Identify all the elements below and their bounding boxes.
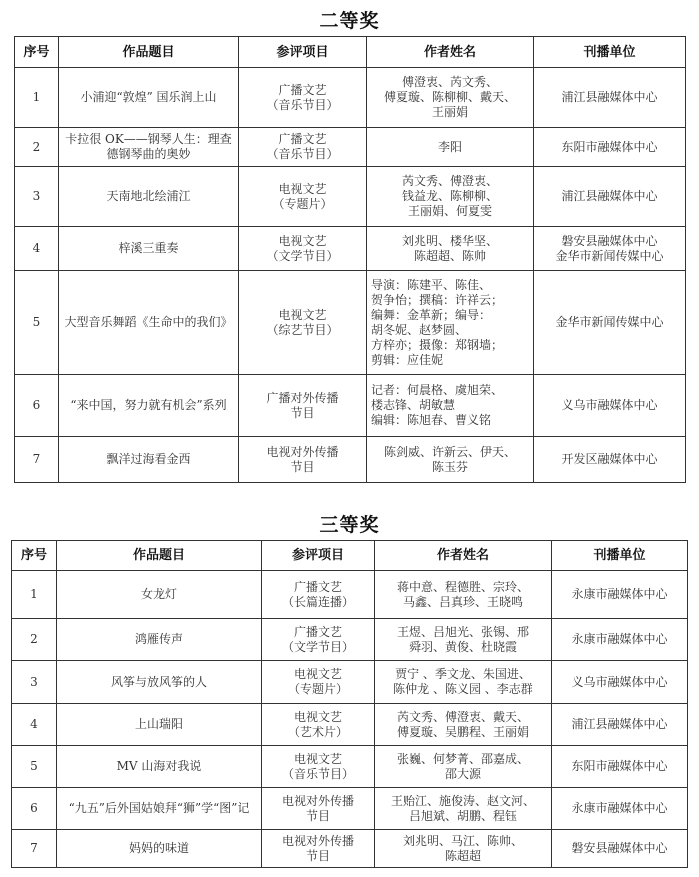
cell-unit: 开发区融媒体中心 xyxy=(534,437,686,483)
cell-unit: 浦江县融媒体中心 xyxy=(534,167,686,227)
cell-work: 天南地北绘浦江 xyxy=(59,167,239,227)
cell-no: 2 xyxy=(15,128,59,167)
col-header-authors: 作者姓名 xyxy=(375,541,552,571)
second-prize-table xyxy=(14,36,686,483)
table-header-row xyxy=(12,541,688,571)
cell-category: 广播文艺 （音乐节目） xyxy=(239,68,367,128)
cell-authors: 导演：陈建平、陈佳、 贺争怡；撰稿：许祥云； 编舞：金革新；编导： 胡冬妮、赵梦圆、 方梓亦；摄像：郑钢墙； 剪辑：应佳妮 xyxy=(367,271,534,375)
col-header-unit: 刊播单位 xyxy=(552,541,688,571)
cell-unit: 永康市融媒体中心 xyxy=(552,619,688,661)
cell-authors: 王煜、吕旭光、张锡、邢 舜羽、黄俊、杜晓霞 xyxy=(375,619,552,661)
table-row xyxy=(15,68,686,128)
cell-unit: 磐安县融媒体中心 金华市新闻传媒中心 xyxy=(534,227,686,271)
cell-authors: 刘兆明、马江、陈帅、 陈超超 xyxy=(375,830,552,868)
table-row xyxy=(15,167,686,227)
cell-no: 6 xyxy=(15,375,59,437)
cell-authors: 傅澄衷、芮文秀、 傅夏璇、陈柳柳、戴天、 王丽娟 xyxy=(367,68,534,128)
table-row xyxy=(15,128,686,167)
col-header-work: 作品题目 xyxy=(59,37,239,68)
cell-no: 1 xyxy=(15,68,59,128)
cell-authors: 芮文秀、傅澄衷、 钱益龙、陈柳柳、 王丽娟、何夏雯 xyxy=(367,167,534,227)
cell-work: 卡拉很 OK——钢琴人生：理查德钢琴曲的奥妙 xyxy=(59,128,239,167)
cell-work: MV 山海对我说 xyxy=(57,746,262,788)
col-header-category: 参评项目 xyxy=(262,541,375,571)
col-header-no: 序号 xyxy=(15,37,59,68)
cell-authors: 李阳 xyxy=(367,128,534,167)
cell-category: 广播文艺 （文学节目） xyxy=(262,619,375,661)
cell-category: 电视文艺 （专题片） xyxy=(262,661,375,704)
cell-no: 1 xyxy=(12,571,57,619)
cell-no: 4 xyxy=(12,704,57,746)
third-prize-table xyxy=(11,540,688,868)
cell-work: 鸿雁传声 xyxy=(57,619,262,661)
cell-work: 女龙灯 xyxy=(57,571,262,619)
table-row xyxy=(12,746,688,788)
cell-no: 5 xyxy=(15,271,59,375)
cell-no: 3 xyxy=(12,661,57,704)
table-row xyxy=(15,375,686,437)
cell-category: 广播对外传播 节目 xyxy=(239,375,367,437)
third-prize-title: 三等奖 xyxy=(319,514,380,536)
table-row xyxy=(12,571,688,619)
cell-no: 7 xyxy=(12,830,57,868)
cell-category: 电视文艺 （综艺节目） xyxy=(239,271,367,375)
cell-authors: 陈剑威、许新云、伊天、 陈玉芬 xyxy=(367,437,534,483)
table-row xyxy=(15,227,686,271)
cell-category: 电视对外传播 节目 xyxy=(262,830,375,868)
cell-no: 2 xyxy=(12,619,57,661)
cell-authors: 张巍、何梦菁、邵嘉成、 邵大源 xyxy=(375,746,552,788)
cell-unit: 义乌市融媒体中心 xyxy=(552,661,688,704)
cell-work: 大型音乐舞蹈《生命中的我们》 xyxy=(59,271,239,375)
cell-authors: 刘兆明、楼华坚、 陈超超、陈帅 xyxy=(367,227,534,271)
cell-work: “来中国，努力就有机会”系列 xyxy=(59,375,239,437)
cell-no: 6 xyxy=(12,788,57,830)
cell-work: 飘洋过海看金西 xyxy=(59,437,239,483)
col-header-no: 序号 xyxy=(12,541,57,571)
cell-category: 电视文艺 （艺术片） xyxy=(262,704,375,746)
cell-category: 电视文艺 （文学节目） xyxy=(239,227,367,271)
col-header-authors: 作者姓名 xyxy=(367,37,534,68)
cell-unit: 东阳市融媒体中心 xyxy=(552,746,688,788)
cell-work: 妈妈的味道 xyxy=(57,830,262,868)
cell-unit: 永康市融媒体中心 xyxy=(552,788,688,830)
cell-unit: 金华市新闻传媒中心 xyxy=(534,271,686,375)
cell-no: 5 xyxy=(12,746,57,788)
cell-unit: 义乌市融媒体中心 xyxy=(534,375,686,437)
col-header-work: 作品题目 xyxy=(57,541,262,571)
cell-authors: 芮文秀、傅澄衷、戴天、 傅夏璇、吴鹏程、王丽娟 xyxy=(375,704,552,746)
cell-category: 电视文艺 （专题片） xyxy=(239,167,367,227)
table-row xyxy=(12,619,688,661)
cell-authors: 王贻江、施俊涛、赵文河、 吕旭斌、胡鹏、程钰 xyxy=(375,788,552,830)
cell-unit: 永康市融媒体中心 xyxy=(552,571,688,619)
table-row xyxy=(12,788,688,830)
cell-category: 广播文艺 （长篇连播） xyxy=(262,571,375,619)
cell-work: 小浦迎“敦煌” 国乐润上山 xyxy=(59,68,239,128)
table-row xyxy=(15,271,686,375)
col-header-unit: 刊播单位 xyxy=(534,37,686,68)
cell-category: 电视对外传播 节目 xyxy=(262,788,375,830)
cell-unit: 浦江县融媒体中心 xyxy=(552,704,688,746)
cell-unit: 磐安县融媒体中心 xyxy=(552,830,688,868)
table-row xyxy=(15,437,686,483)
col-header-category: 参评项目 xyxy=(239,37,367,68)
table-row xyxy=(12,830,688,868)
cell-unit: 东阳市融媒体中心 xyxy=(534,128,686,167)
cell-authors: 记者：何晨格、虞旭荣、 楼志锋、胡敏慧 编辑：陈旭春、曹义铭 xyxy=(367,375,534,437)
table-row xyxy=(12,661,688,704)
cell-no: 4 xyxy=(15,227,59,271)
cell-no: 3 xyxy=(15,167,59,227)
cell-no: 7 xyxy=(15,437,59,483)
table-row xyxy=(12,704,688,746)
cell-work: 风筝与放风筝的人 xyxy=(57,661,262,704)
cell-work: 梓溪三重奏 xyxy=(59,227,239,271)
table-header-row xyxy=(15,37,686,68)
cell-work: “九五”后外国姑娘拜“狮”学“图”记 xyxy=(57,788,262,830)
cell-work: 上山瑞阳 xyxy=(57,704,262,746)
cell-authors: 贾宁 、季文龙、朱国进、 陈仲龙 、陈义园 、李志群 xyxy=(375,661,552,704)
second-prize-title: 二等奖 xyxy=(319,10,380,32)
cell-category: 广播文艺 （音乐节目） xyxy=(239,128,367,167)
cell-category: 电视文艺 （音乐节目） xyxy=(262,746,375,788)
cell-unit: 浦江县融媒体中心 xyxy=(534,68,686,128)
cell-category: 电视对外传播 节目 xyxy=(239,437,367,483)
cell-authors: 蒋中意、程德胜、宗玲、 马鑫、吕真珍、王晓鸣 xyxy=(375,571,552,619)
